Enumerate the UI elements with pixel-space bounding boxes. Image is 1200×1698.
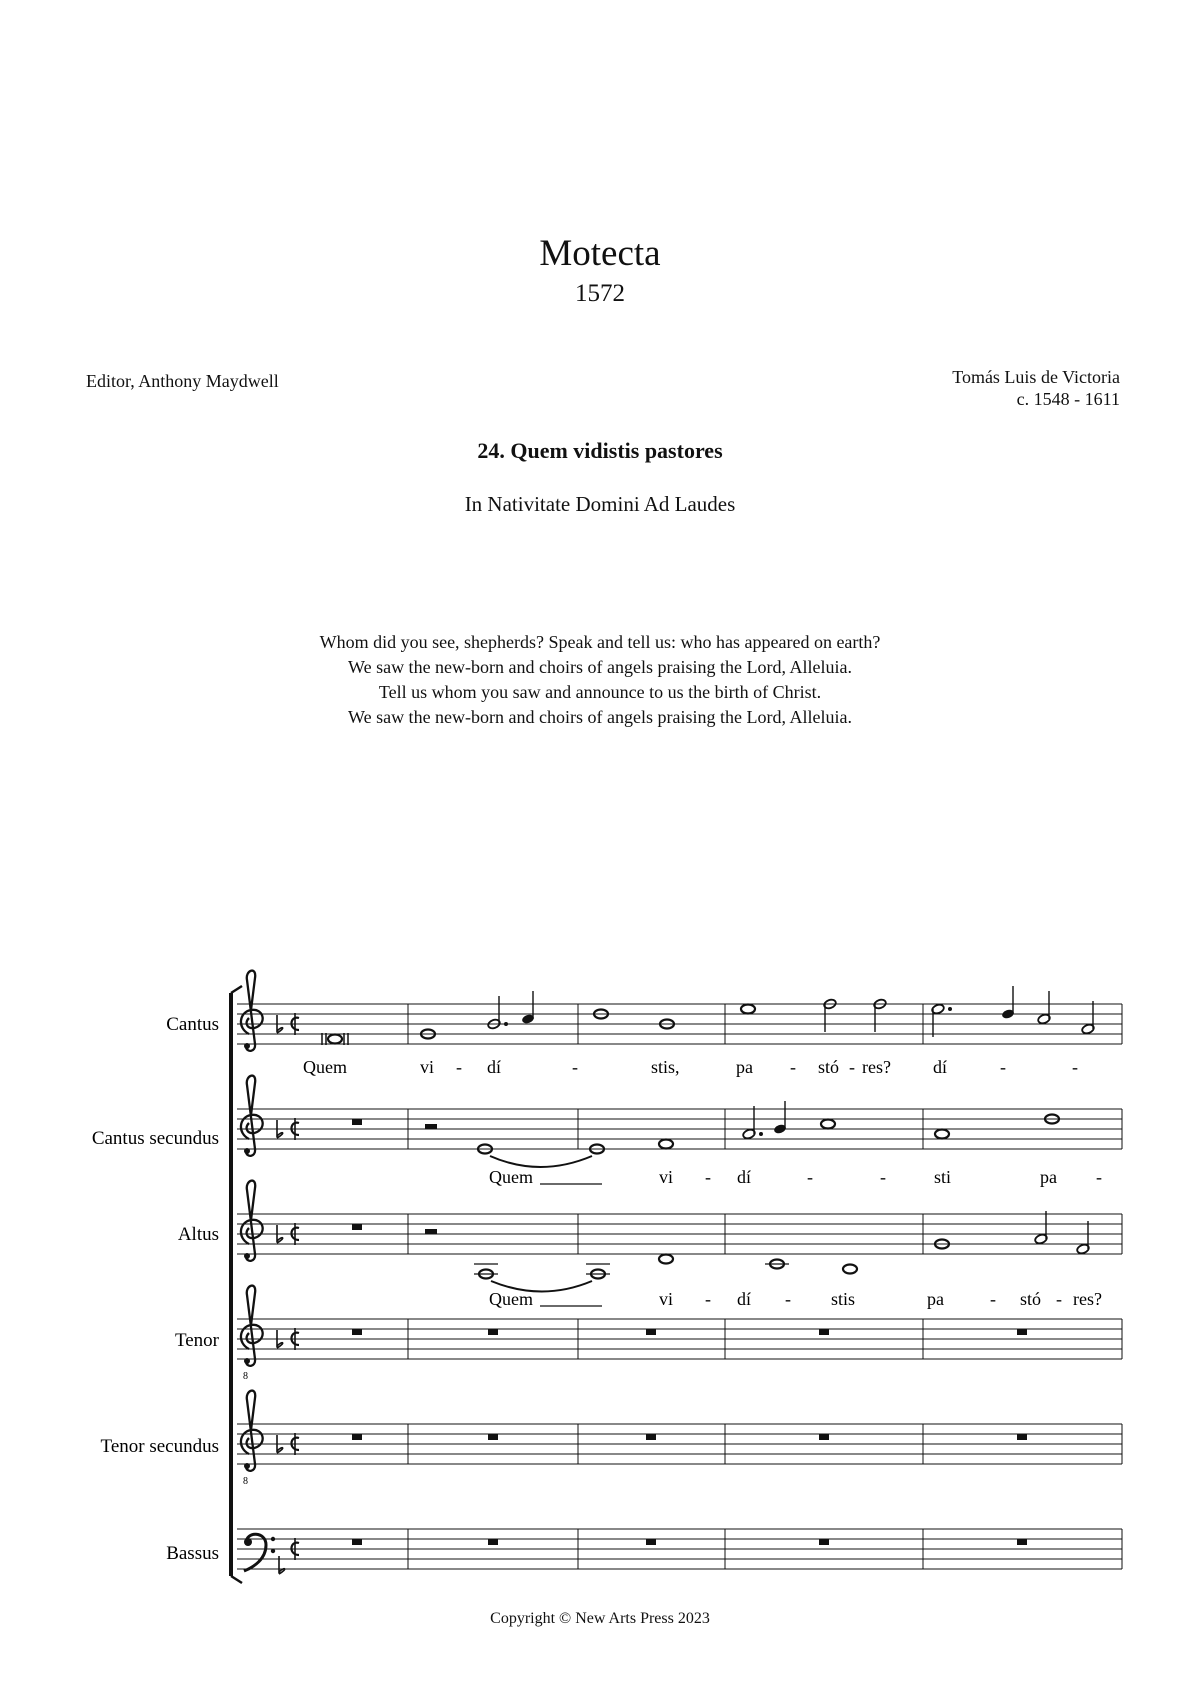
lyric-syllable: stó [818,1057,840,1077]
lyric-syllable: pa [927,1289,944,1309]
rest-icon [1017,1434,1027,1440]
lyric-syllable: - [1072,1057,1078,1077]
lyric-syllable: Quem [489,1167,533,1187]
rest-icon [819,1434,829,1440]
lyric-syllable: - [849,1057,855,1077]
treble-clef-icon [241,1076,263,1156]
rest-icon [488,1329,498,1335]
lyric-syllable: - [1056,1289,1062,1309]
staff-cantus-secundus [237,1076,1122,1167]
translation-line: We saw the new-born and choirs of angels praising the Lord, Alleluia. [348,657,852,677]
breve-note [322,1033,348,1045]
lyrics-cantus [303,1057,1078,1077]
lyric-syllable: Quem [489,1289,533,1309]
rest-icon [425,1124,437,1129]
staff-bassus [237,1529,1122,1574]
rest-icon [646,1434,656,1440]
part-name: Tenor [174,1330,219,1351]
rest-icon [352,1329,362,1335]
rest-icon [819,1539,829,1545]
lyrics-altus [489,1289,1102,1309]
rest-icon [1017,1329,1027,1335]
part-name: Bassus [166,1543,219,1564]
rest-icon [1017,1539,1027,1545]
rest-icon [488,1434,498,1440]
lyric-syllable: - [880,1167,886,1187]
lyric-syllable: vi [659,1289,674,1309]
part-name: Cantus secundus [91,1128,219,1149]
composer-dates: c. 1548 - 1611 [1016,389,1120,409]
lyric-syllable: stó [1020,1289,1042,1309]
lyric-syllable: pa [1040,1167,1057,1187]
staff-altus [237,1181,1122,1292]
lyric-syllable: pa [736,1057,753,1077]
lyric-syllable: - [456,1057,462,1077]
treble-clef-icon [241,971,263,1051]
lyric-syllable: res? [1073,1289,1102,1309]
part-name: Tenor secundus [100,1436,219,1457]
translation-line: Whom did you see, shepherds? Speak and tell us: who has appeared on earth? [319,632,881,652]
lyric-syllable: stis, [651,1057,680,1077]
treble-clef-icon [241,1181,263,1261]
rest-icon [646,1539,656,1545]
lyric-syllable: - [1096,1167,1102,1187]
rest-icon [646,1329,656,1335]
lyric-syllable: dí [487,1057,502,1077]
lyric-syllable: dí [933,1057,948,1077]
rest-icon [352,1434,362,1440]
translation-line: We saw the new-born and choirs of angels praising the Lord, Alleluia. [348,707,852,727]
lyric-syllable: - [790,1057,796,1077]
rest-icon [425,1229,437,1234]
lyric-syllable: dí [737,1289,752,1309]
piece-title: 24. Quem vidistis pastores [477,438,723,463]
piece-occasion: In Nativitate Domini Ad Laudes [464,492,736,516]
lyric-syllable: sti [934,1167,952,1187]
lyric-syllable: - [705,1289,711,1309]
lyric-syllable: vi [420,1057,435,1077]
collection-year: 1572 [575,280,625,307]
editor-credit: Editor, Anthony Maydwell [86,371,279,391]
lyric-syllable: - [807,1167,813,1187]
lyric-syllable: - [1000,1057,1006,1077]
lyric-syllable: res? [862,1057,891,1077]
rest-icon [352,1119,362,1125]
collection-title: Motecta [539,233,661,274]
staff-cantus [237,971,1122,1051]
treble-clef-icon [241,1391,263,1471]
lyric-syllable: - [572,1057,578,1077]
rest-icon [488,1539,498,1545]
lyrics-cantus-secundus [489,1167,1102,1187]
lyric-syllable: vi [659,1167,674,1187]
lyric-syllable: - [785,1289,791,1309]
lyric-syllable: - [705,1167,711,1187]
rest-icon [352,1224,362,1230]
composer-name: Tomás Luis de Victoria [952,367,1120,387]
lyric-syllable: stis [831,1289,856,1309]
system-bracket [231,986,242,1583]
translation-line: Tell us whom you saw and announce to us the birth of Christ. [378,682,822,702]
part-name: Cantus [166,1014,219,1035]
bass-clef-icon [244,1534,275,1571]
svg-text:8: 8 [243,1476,248,1487]
lyric-syllable: dí [737,1167,752,1187]
lyric-syllable: Quem [303,1057,347,1077]
svg-text:8: 8 [243,1371,248,1382]
staff-tenor-secundus [237,1391,1122,1487]
treble-clef-icon [241,1286,263,1366]
rest-icon [352,1539,362,1545]
copyright-notice: Copyright © New Arts Press 2023 [490,1610,710,1627]
part-name: Altus [177,1224,219,1245]
lyric-syllable: - [990,1289,996,1309]
rest-icon [819,1329,829,1335]
